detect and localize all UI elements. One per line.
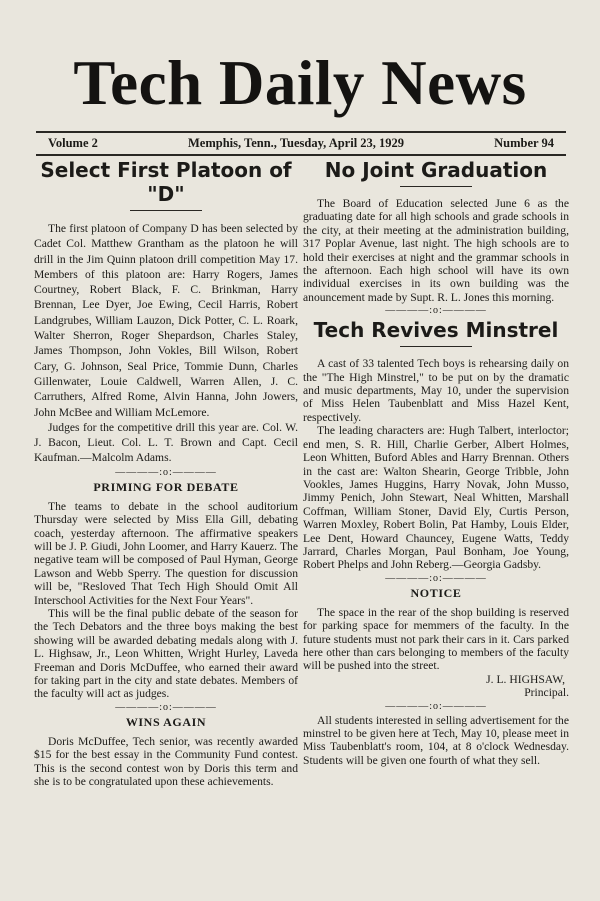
debate-headline: PRIMING FOR DEBATE: [93, 479, 239, 494]
debate-article-p2: This will be the final public debate of the season for the Tech Debators and the three boys making the best showing will be awarded debating medals along with J. L. Highsaw, Jr., Leon Whitten, Wright Hurley, Laveda Freeman and Doris McDuffee, who earned their award for taking part in the city and state debates. Members of the faculty will act as judges.: [34, 607, 298, 701]
dateline-bar: [36, 131, 566, 156]
notice-signature-title: Principal.: [524, 686, 569, 700]
minstrel-article-p1: A cast of 33 talented Tech boys is rehearsing daily on the "The High Minstrel," to be put on by the dramatic and music departments, May 10, under the supervision of Miss Helen Taubenblatt and Miss Hazel Kent, respectively.: [303, 357, 569, 424]
volume-label: Volume 2: [48, 136, 98, 150]
separator: ————:o:————: [115, 466, 217, 478]
wins-article: Doris McDuffee, Tech senior, was recently awarded $15 for the best essay in the Community Fund contest. This is the second contest won by Doris this term and she is to be congratulated upon these achievements.: [34, 734, 298, 789]
headline-rule: [130, 210, 202, 211]
notice-headline: NOTICE: [410, 585, 462, 600]
minstrel-headline: Tech Revives Minstrel: [313, 318, 559, 343]
masthead-title: Tech Daily News: [73, 48, 527, 118]
platoon-headline: Select First Platoon of "D": [40, 158, 292, 206]
separator: ————:o:————: [385, 700, 487, 712]
headline-rule: [400, 186, 472, 187]
separator: ————:o:————: [115, 701, 217, 713]
wins-headline: WINS AGAIN: [125, 714, 207, 729]
graduation-headline: No Joint Graduation: [324, 158, 548, 182]
platoon-article-p1: The first platoon of Company D has been selected by Cadet Col. Matthew Grantham as the platoon he will drill in the Jim Quinn platoon drill competition May 17. Members of this platoon are: Harry Rogers, James Courtney, Robert Black, F. C. Brinkman, Harry Brennan, Lee Dyer, Joe Ewing, Cecil Harris, Robert Landgrubes, William Lauzon, Dick Potter, C. L. Roark, Walter Sherron, Roger Shepardson, Charles Staley, James Thompson, John Vokles, Bill Wilson, Robert Cary, G. Johnson, Seal Price, Tommie Dunn, Charles Gillenwater, Louie Caldwell, Warren Allen, J. C. Carruthers, Alfred Rome, Alvin Hanna, John Jowers, John McBee and William McLemore.: [34, 222, 298, 419]
place-date: Memphis, Tenn., Tuesday, April 23, 1929: [188, 136, 405, 150]
issue-number: Number 94: [494, 136, 554, 150]
minstrel-article-p2: The leading characters are: Hugh Talbert, interloctor; end men, S. R. Hill, Charlie Gerber, Albert Holmes, Leon Whitten, Buford Ables and Harry Brennan. Others in the cast are: Walton Shearin, George Tribble, John Vookles, James Huggins, Harry Novak, John Musso, Jimmy Penich, John Stewart, Neal Whitten, Marshall Coffman, William Stoner, David Ely, Curtis Person, Warren Moxley, Robert Bolin, Pat Hamby, Louis Elder, Lee Dent, Howard Chauncey, Eugene Watts, Teddy Jarrard, Charles Morgan, Paul Bonham, Joe Young, Robert Phelps and John Reberg.—Georgia Gadsby.: [303, 424, 569, 572]
separator: ————:o:————: [385, 572, 487, 584]
platoon-article-p2: Judges for the competitive drill this year are. Col. W. J. Bacon, Lieut. Col. L. T. Brown and Capt. Cecil Kaufman.—Malcolm Adams.: [34, 420, 298, 465]
left-column: [34, 158, 298, 861]
minstrel-ad-article: All students interested in selling advertisement for the minstrel to be given here at Tech, May 10, please meet in Miss Taubenblatt's room, 104, at 8 o'clock Wednesday. Students will be given one fourth of what they sell.: [303, 713, 569, 767]
right-column: [303, 158, 569, 861]
notice-signature-name: J. L. HIGHSAW,: [486, 672, 565, 686]
debate-article-p1: The teams to debate in the school auditorium Thursday were selected by Miss Ella Gill, debating coach, yesterday afternoon. The affirmative speakers will be J. P. Giudi, John Loomer, and Harry Kauerz. The negative team will be composed of Paul Hyman, George Lawson and Webb Sperry. The question for discussion will be, "Resloved That Tech High Should Omit All Interschool Activities for the Next Four Years".: [34, 499, 298, 607]
separator: ————:o:————: [385, 305, 487, 317]
headline-rule: [400, 346, 472, 347]
graduation-article: The Board of Education selected June 6 as the graduating date for all high schools and grade schools in the city, at their meeting at the administration building, 317 Poplar Avenue, last night. The high schools are to hold their exercises at night and the grammar schools in the afternoon. Each high school will have its own individual exercises in its own building was the anouncement made by Supt. R. L. Jones this morning.: [303, 197, 569, 304]
notice-article: The space in the rear of the shop building is reserved for parking space for memmers of the faculty. In the future students must not park their cars in it. Cars parked here other than cars belonging to members of the faculty will be pushed into the street.: [303, 605, 569, 673]
